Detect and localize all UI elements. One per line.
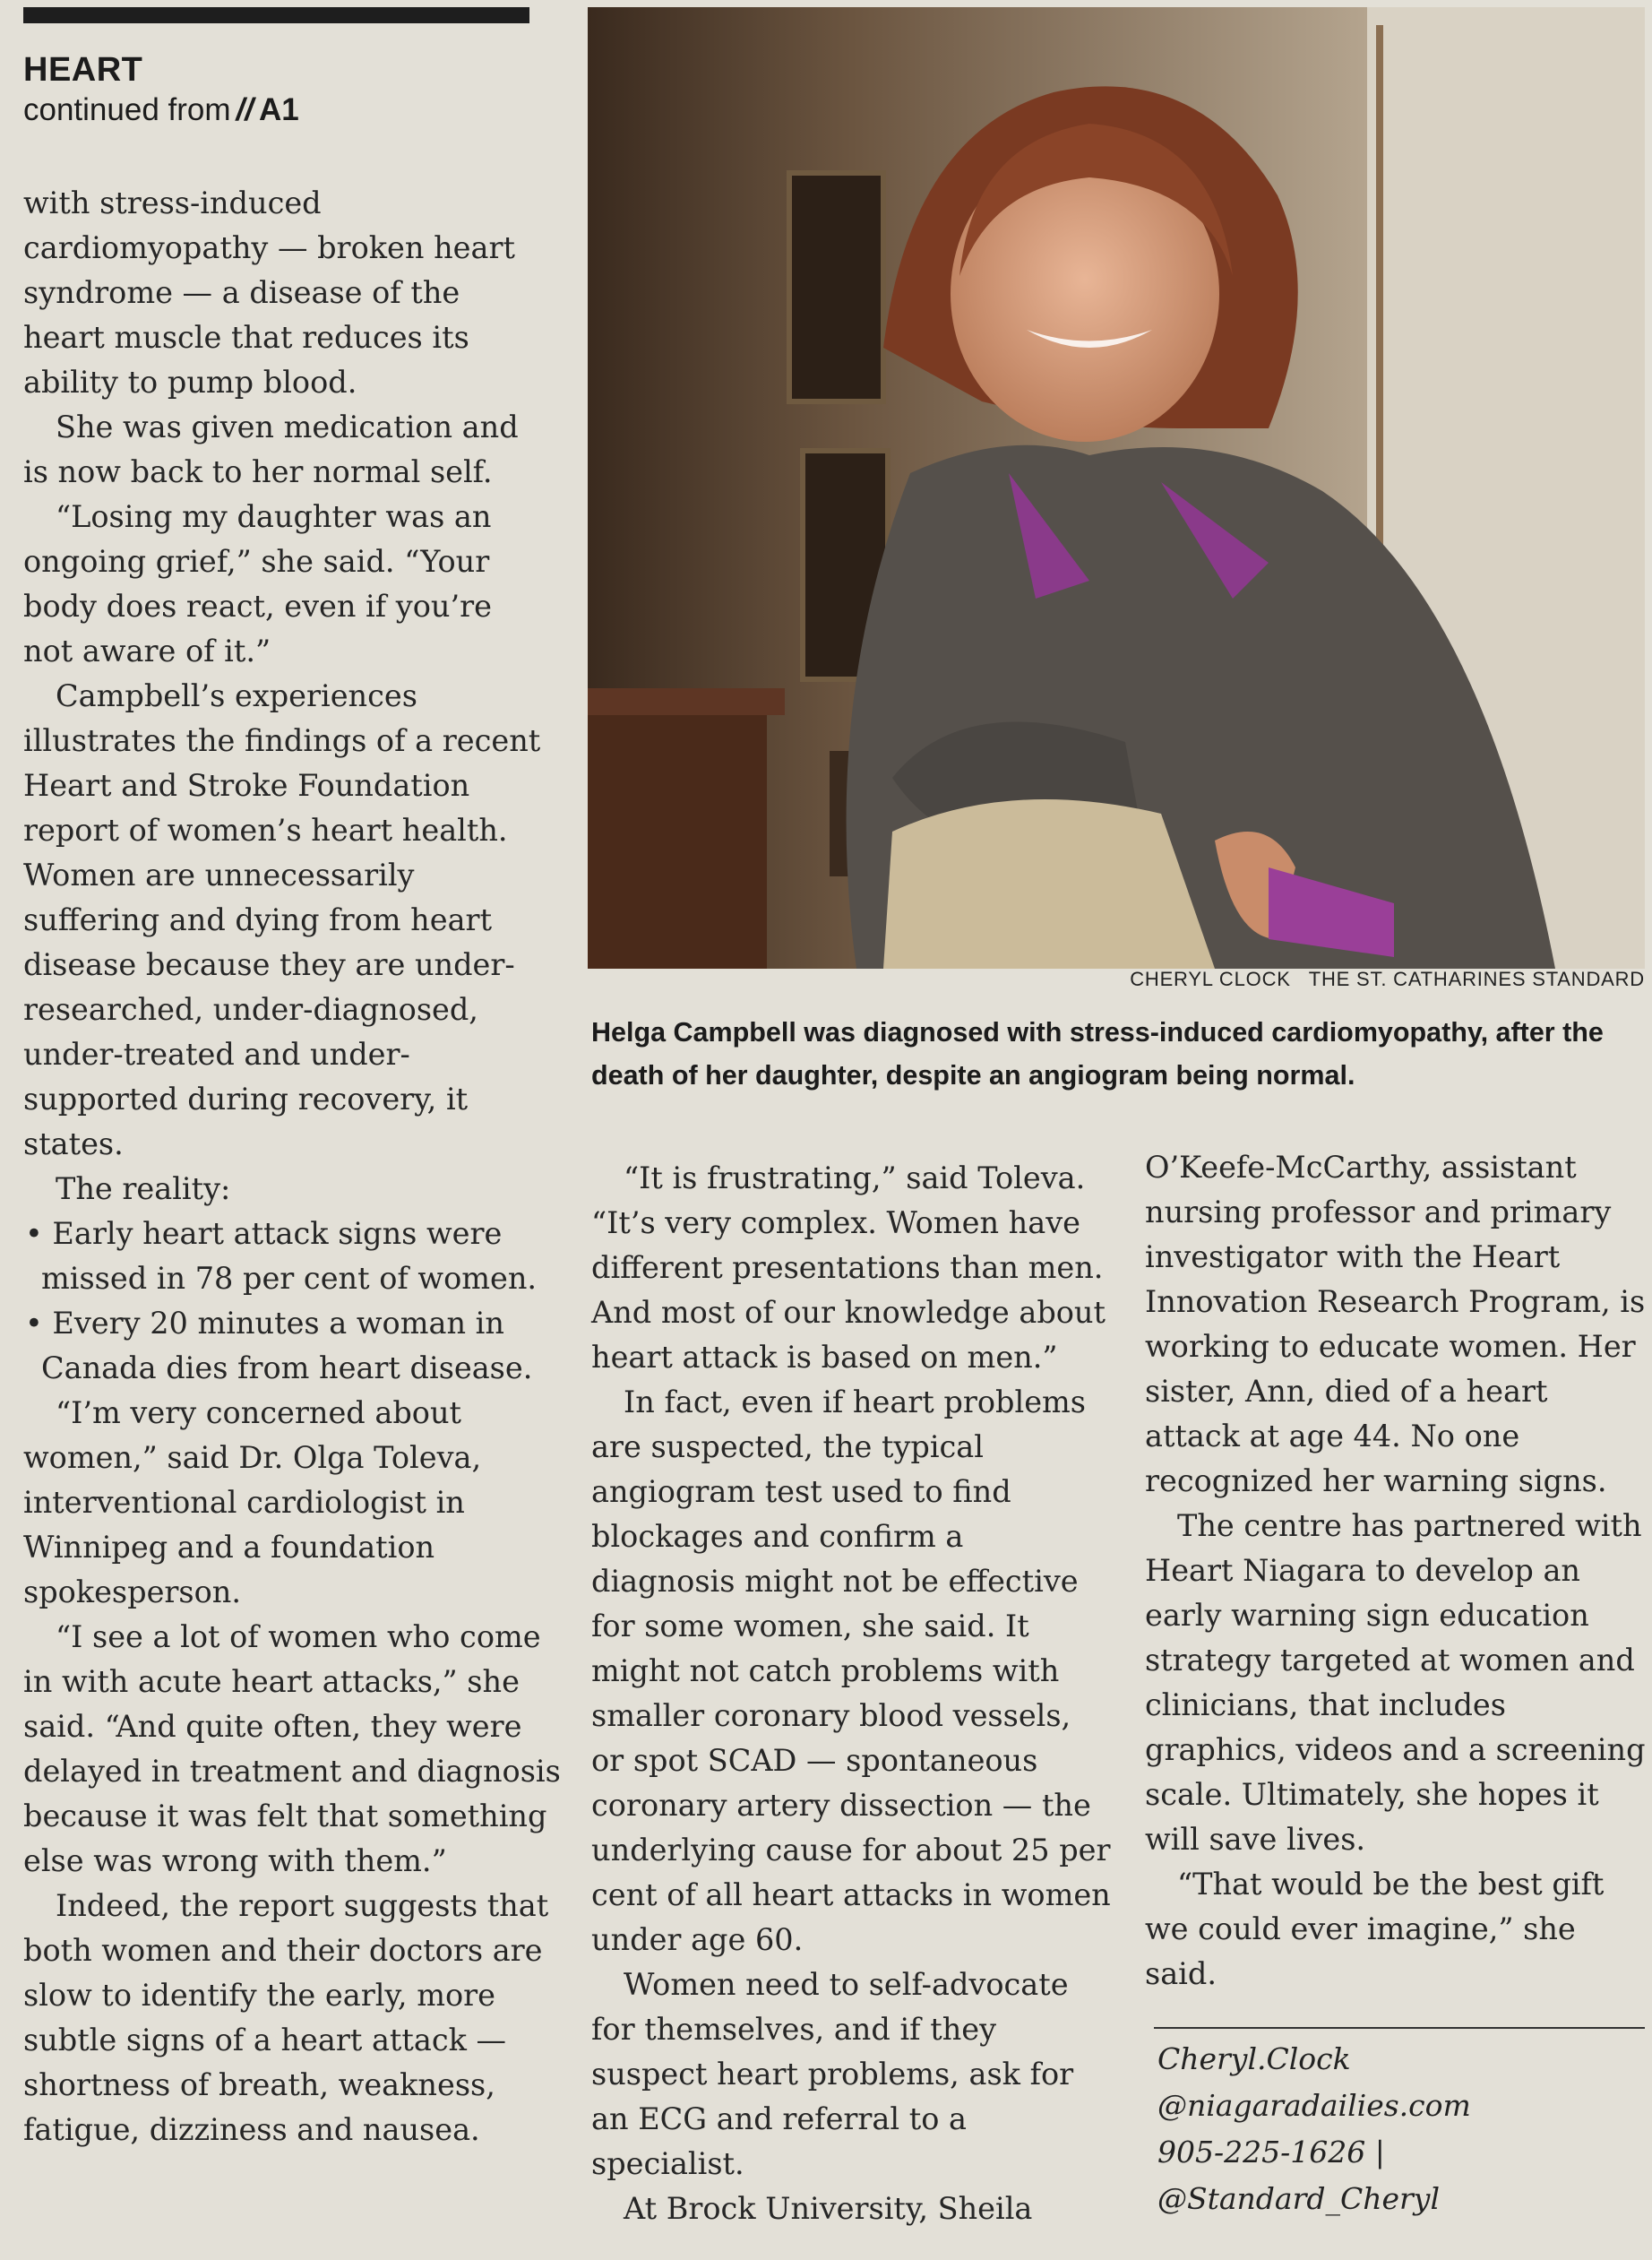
photo-credit: [1112, 968, 1645, 991]
column-3: [1145, 1145, 1647, 1997]
bullet-item: • Early heart attack signs were missed in 78 per cent of women.: [25, 1216, 538, 1296]
jump-slash: //: [236, 92, 254, 127]
paragraph: “That would be the best gift we could ever imagine,” she said.: [1145, 1867, 1605, 1991]
author-name: Cheryl.Clock: [1157, 2041, 1351, 2076]
jump-header: [23, 50, 299, 131]
paragraph: Women need to self-advocate for themselves, and if they suspect heart problems, ask for an ECG and referral to a specialist.: [591, 1967, 1074, 2181]
paragraph: O’Keefe-McCarthy, assistant nursing professor and primary investigator with the Heart Innovation Research Program, is working to educate women. Her sister, Ann, died of a heart attack at age 44. No one recognized her warning signs.: [1145, 1150, 1646, 1498]
paragraph: The centre has partnered with Heart Niagara to develop an early warning sign education strategy targeted at women and clinicians, that includes graphics, videos and a screening scale. Ultimately, she hopes it will save lives.: [1145, 1508, 1646, 1857]
column-2: [591, 1156, 1111, 2231]
author-phone: 905-225-1626 |: [1157, 2135, 1385, 2169]
bullet-item: • Every 20 minutes a woman in Canada dies from heart disease.: [25, 1306, 533, 1385]
photo-caption: Helga Campbell was diagnosed with stress-induced cardiomyopathy, after the death of her daughter, despite an angiogram being normal.: [591, 1017, 1604, 1091]
author-email-domain: @niagaradailies.com: [1157, 2088, 1471, 2123]
author-signoff: [1157, 2036, 1471, 2222]
paragraph: She was given medication and is now back to her normal self.: [23, 410, 519, 489]
paragraph: In fact, even if heart problems are suspected, the typical angiogram test used to find blockages and confirm a diagnosis might not be effective for some women, she said. It might not catch problems with smaller coronary blood vessels, or spot SCAD — spontaneous coronary artery dissection — the underlying cause for about 25 per cent of all heart attacks in women under age 60.: [591, 1384, 1111, 1957]
credit-name: CHERYL CLOCK: [1130, 968, 1291, 990]
column-1-lower: [23, 1167, 561, 2152]
paragraph: with stress-induced cardiomyopathy — broken heart syndrome — a disease of the heart muscle that reduces its ability to pump blood.: [23, 185, 515, 400]
section-rule: [23, 7, 529, 23]
continued-label: continued from: [23, 92, 231, 127]
author-handle: @Standard_Cheryl: [1157, 2181, 1440, 2216]
paragraph: Campbell’s experiences illustrates the findings of a recent Heart and Stroke Foundation report of women’s heart health. Women are unnecessarily suffering and dying from heart disease because they are under-researched, under-diagnosed, under-treated and under-supported during recovery, it states.: [23, 678, 541, 1161]
jump-title: HEART: [23, 51, 143, 89]
jump-continued-line: [23, 90, 299, 131]
reality-lead: The reality:: [56, 1171, 231, 1206]
signoff-rule: [1154, 2027, 1645, 2029]
paragraph: Indeed, the report suggests that both women and their doctors are slow to identify the early, more subtle signs of a heart attack — shortness of breath, weakness, fatigue, dizziness and nausea.: [23, 1888, 549, 2147]
column-1-upper: [23, 181, 545, 1167]
portrait-photo: [588, 7, 1645, 969]
paragraph: At Brock University, Sheila: [624, 2191, 1033, 2226]
paragraph: “It is frustrating,” said Toleva. “It’s very complex. Women have different presentations than men. And most of our knowledge about heart attack is based on men.”: [591, 1160, 1106, 1375]
credit-org: THE ST. CATHARINES STANDARD: [1308, 968, 1645, 990]
paragraph: “I’m very concerned about women,” said Dr. Olga Toleva, interventional cardiologist in Winnipeg and a foundation spokesperson.: [23, 1395, 482, 1609]
jump-page: A1: [258, 92, 299, 127]
paragraph: “Losing my daughter was an ongoing grief,” she said. “Your body does react, even if you’re not aware of it.”: [23, 499, 492, 669]
paragraph: “I see a lot of women who come in with acute heart attacks,” she said. “And quite often, they were delayed in treatment and diagnosis because it was felt that something else was wrong with them.”: [23, 1619, 561, 1878]
